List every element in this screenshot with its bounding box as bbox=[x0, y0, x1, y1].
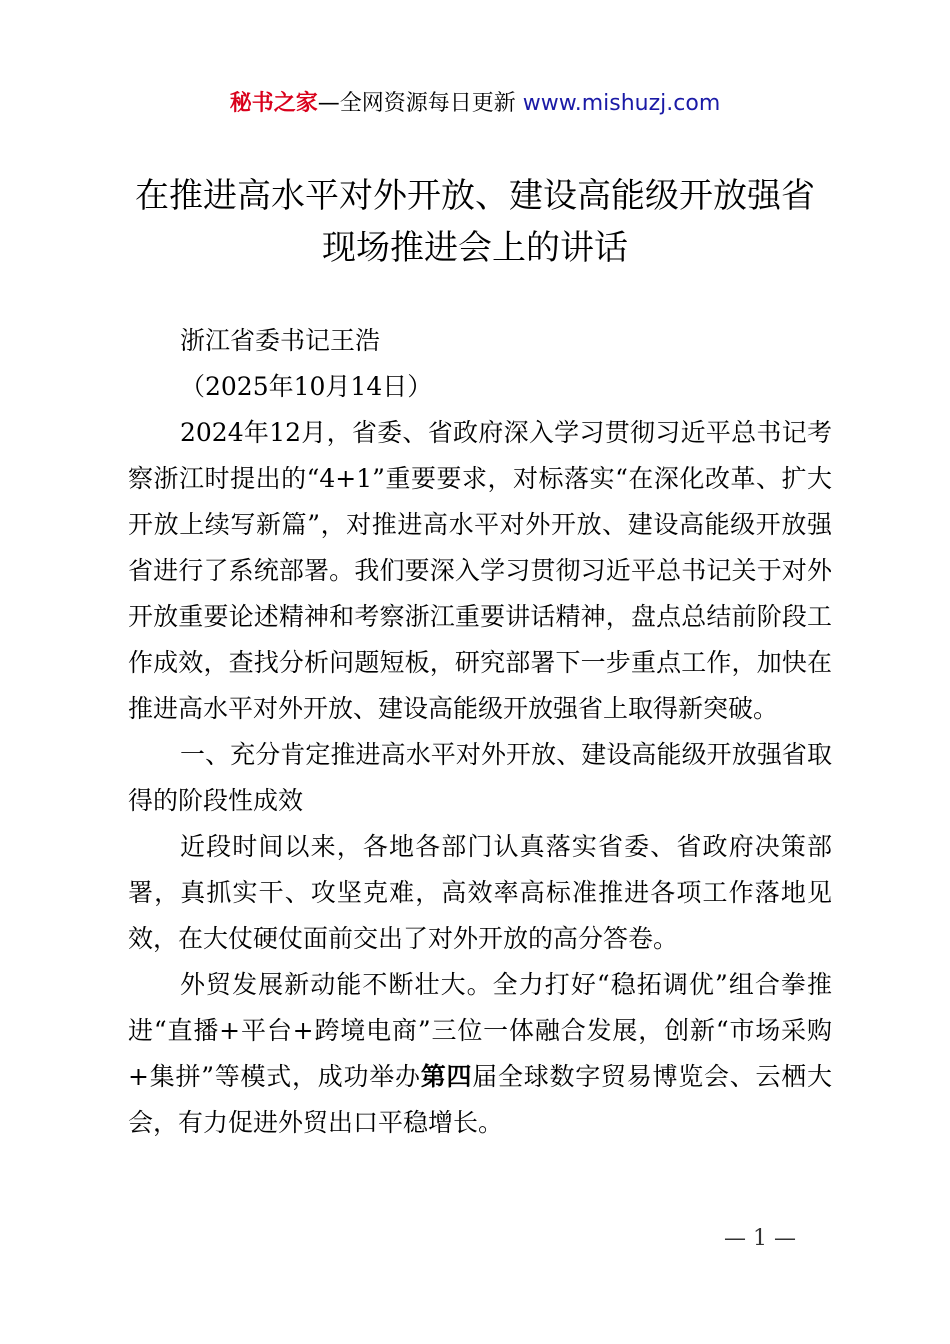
title-line-1: 在推进高水平对外开放、建设高能级开放强省 bbox=[135, 176, 815, 216]
header-banner bbox=[0, 86, 950, 122]
brand-name: 秘书之家 bbox=[229, 91, 318, 116]
author-line: 浙江省委书记王浩 bbox=[180, 326, 381, 355]
section-heading-1: 一、充分肯定推进高水平对外开放、建设高能级开放强省取得的阶段性成效 bbox=[128, 740, 832, 815]
paragraph-foreign-trade-part2: 届全球数字贸易博览会、云栖大会，有力促进外贸出口平稳增长。 bbox=[128, 1062, 832, 1137]
paragraph-intro: 2024年12月，省委、省政府深入学习贯彻习近平总书记考察浙江时提出的“4+1”重要要求，对标落实“在深化改革、扩大开放上续写新篇”，对推进高水平对外开放、建设高能级开放强省进行了系统部署。我们要深入学习贯彻习近平总书记关于对外开放重要论述精神和考察浙江重要讲话精神，盘点总结前阶段工作成效，查找分析问题短板，研究部署下一步重点工作，加快在推进高水平对外开放、建设高能级开放强省上取得新突破。 bbox=[128, 418, 832, 723]
page-number: — 1 — bbox=[724, 1226, 796, 1251]
date-line: （2025年10月14日） bbox=[180, 372, 433, 401]
paragraph-foreign-trade bbox=[128, 962, 832, 1146]
banner-text: —全网资源每日更新 bbox=[317, 91, 523, 116]
paragraph-foreign-trade-bold: 第四 bbox=[420, 1062, 473, 1091]
banner-url[interactable]: www.mishuzj.com bbox=[522, 91, 721, 116]
paragraph-achievements: 近段时间以来，各地各部门认真落实省委、省政府决策部署，真抓实干、攻坚克难，高效率高标准推进各项工作落地见效，在大仗硬仗面前交出了对外开放的高分答卷。 bbox=[128, 832, 832, 953]
document-title bbox=[100, 170, 850, 274]
paragraph-foreign-trade-part1: 外贸发展新动能不断壮大。全力打好“稳拓调优”组合拳推进“直播+平台+跨境电商”三位一体融合发展，创新“市场采购+集拼”等模式，成功举办 bbox=[128, 970, 832, 1091]
title-line-2: 现场推进会上的讲话 bbox=[322, 228, 628, 268]
document-body bbox=[128, 318, 832, 1146]
